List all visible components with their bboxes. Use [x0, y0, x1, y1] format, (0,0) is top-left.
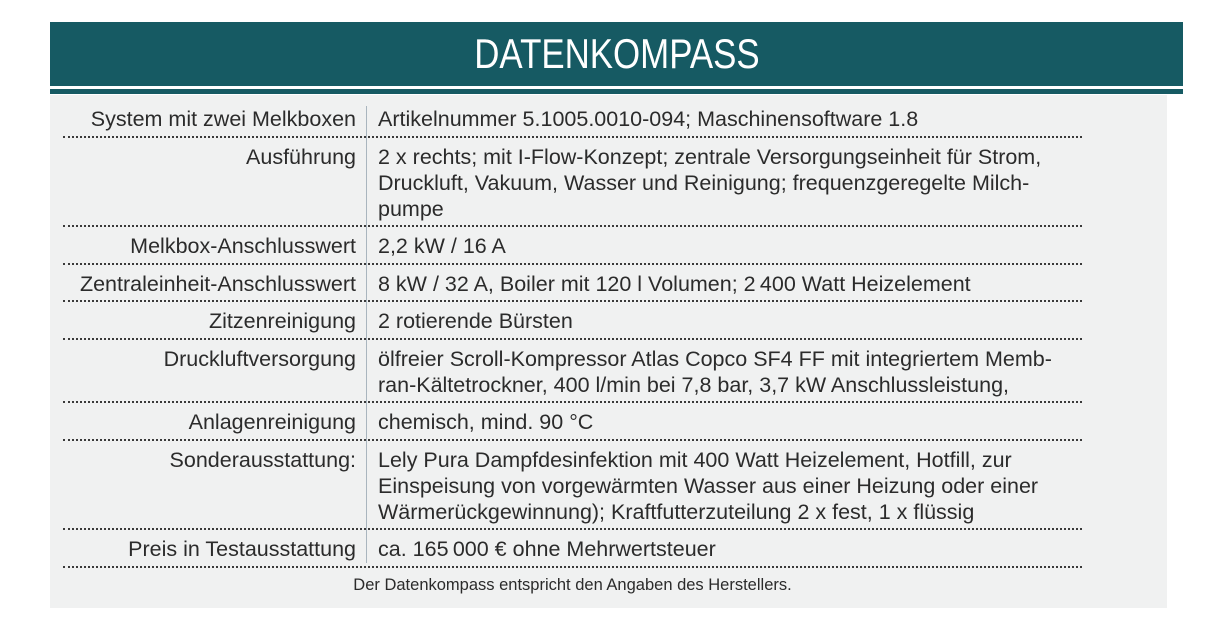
spec-value: [356, 308, 1082, 334]
spec-row-zitzenreinigung: [63, 302, 1082, 340]
spec-row-ausfuehrung: [63, 138, 1082, 228]
spec-value-line: Druckluft, Vakuum, Wasser und Reinigung; frequenzgeregelte Milch-: [378, 170, 1030, 195]
spec-value: [356, 346, 1082, 398]
column-divider: [366, 106, 367, 563]
page-title: DATENKOMPASS: [473, 30, 760, 77]
spec-value-line: ran-Kältetrockner, 400 l/min bei 7,8 bar, 3,7 kW Anschlussleistung,: [378, 372, 1009, 397]
spec-value-line: Wärmerückgewinnung); Kraftfutterzuteilung 2 x fest, 1 x flüssig: [378, 499, 975, 524]
spec-label: Preis in Testausstattung: [128, 537, 356, 561]
spec-value: [356, 536, 1082, 562]
spec-value-line: ölfreier Scroll-Kompressor Atlas Copco SF4 FF mit integriertem Memb-: [378, 346, 1052, 371]
spec-row-druckluftversorgung: [63, 340, 1082, 404]
footer-note: Der Datenkompass entspricht den Angaben des Herstellers.: [353, 576, 792, 594]
spec-value-line: pumpe: [378, 196, 444, 221]
spec-value-line: chemisch, mind. 90 °C: [378, 410, 594, 434]
spec-label: Druckluftversorgung: [163, 346, 356, 371]
header-rule: [50, 89, 1183, 94]
spec-value-line: Einspeisung von vorgewärmten Wasser aus einer Heizung oder einer: [378, 473, 1039, 498]
header-bar: [50, 22, 1183, 86]
spec-value-line: 2 rotierende Bürsten: [378, 309, 573, 333]
spec-value-line: 2,2 kW / 16 A: [378, 234, 506, 258]
spec-row-melkbox-anschlusswert: [63, 227, 1082, 265]
spec-value-line: ca. 165 000 € ohne Mehrwertsteuer: [378, 537, 716, 561]
spec-value-line: Artikelnummer 5.1005.0010-094; Maschinensoftware 1.8: [378, 107, 919, 131]
spec-label: Sonderausstattung:: [169, 447, 356, 472]
spec-value-line: Lely Pura Dampfdesinfektion mit 400 Watt Heizelement, Hotfill, zur: [378, 447, 1012, 472]
spec-label: System mit zwei Melkboxen: [90, 107, 356, 131]
spec-row-anlagenreinigung: [63, 403, 1082, 441]
spec-value: [356, 106, 1082, 132]
spec-row-preis: [63, 530, 1082, 568]
spec-label: Anlagenreinigung: [188, 410, 356, 434]
spec-value-line: 8 kW / 32 A, Boiler mit 120 l Volumen; 2 400 Watt Heizelement: [378, 271, 971, 296]
spec-value: [356, 409, 1082, 435]
spec-value: [356, 447, 1082, 525]
spec-label: Zitzenreinigung: [208, 309, 356, 333]
spec-label: Zentraleinheit-Anschlusswert: [79, 271, 356, 296]
spec-value: [356, 233, 1082, 259]
spec-row-zentraleinheit-anschlusswert: [63, 265, 1082, 303]
spec-table: [63, 100, 1082, 568]
spec-label: Melkbox-Anschlusswert: [130, 234, 356, 258]
spec-label: Ausführung: [246, 144, 356, 169]
spec-value-line: 2 x rechts; mit I-Flow-Konzept; zentrale Versorgungseinheit für Strom,: [378, 144, 1042, 169]
spec-row-system: [63, 100, 1082, 138]
spec-value: [356, 144, 1082, 222]
spec-row-sonderausstattung: [63, 441, 1082, 531]
spec-value: [356, 271, 1082, 297]
